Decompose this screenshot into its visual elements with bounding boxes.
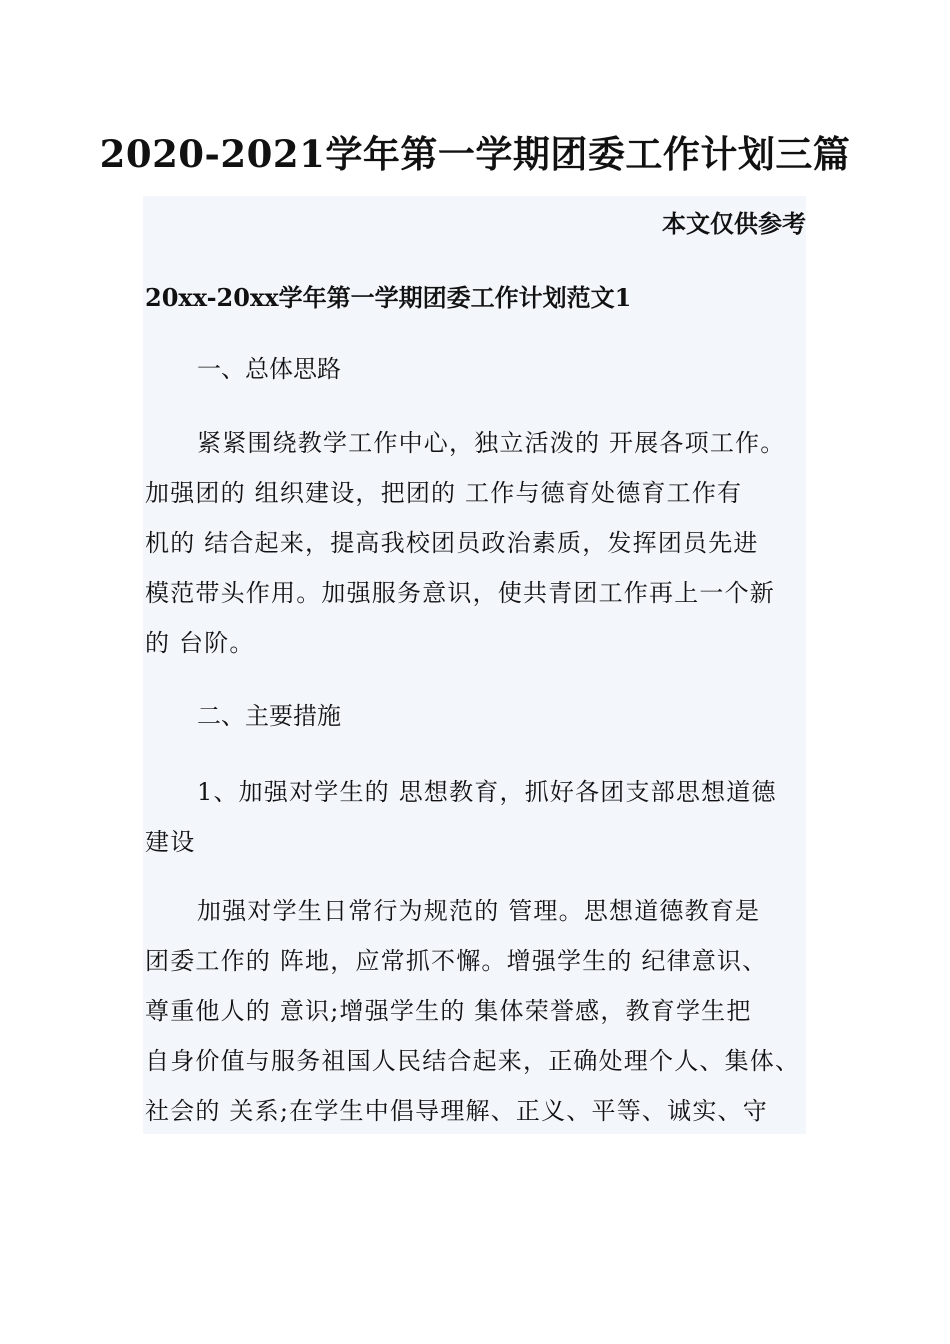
paragraph-line: 机的 结合起来，提高我校团员政治素质，发挥团员先进 — [145, 529, 759, 557]
paragraph-measure-1-body — [145, 886, 805, 1136]
paragraph-overall-approach — [145, 418, 805, 668]
paragraph-line: 加强对学生日常行为规范的 管理。思想道德教育是 — [197, 897, 761, 925]
paragraph-line: 模范带头作用。加强服务意识，使共青团工作再上一个新 — [145, 579, 775, 607]
paragraph-line: 自身价值与服务祖国人民结合起来，正确处理个人、集体、 — [145, 1047, 801, 1075]
document-title: 2020-2021学年第一学期团委工作计划三篇 — [99, 132, 851, 176]
paragraph-line: 加强团的 组织建设，把团的 工作与德育处德育工作有 — [145, 479, 743, 507]
section-heading-overall-approach: 一、总体思路 — [197, 355, 341, 383]
paragraph-line: 尊重他人的 意识;增强学生的 集体荣誉感，教育学生把 — [145, 997, 752, 1025]
reference-note: 本文仅供参考 — [662, 209, 806, 238]
article-subheading: 20xx-20xx学年第一学期团委工作计划范文1 — [145, 283, 632, 312]
section-heading-main-measures: 二、主要措施 — [197, 702, 341, 730]
paragraph-line: 紧紧围绕教学工作中心，独立活泼的 开展各项工作。 — [197, 429, 786, 457]
paragraph-line: 建设 — [145, 828, 196, 856]
paragraph-measure-1-title — [145, 767, 805, 867]
document-body — [143, 196, 806, 1134]
paragraph-line: 的 台阶。 — [145, 629, 255, 657]
paragraph-line: 社会的 关系;在学生中倡导理解、正义、平等、诚实、守 — [145, 1097, 768, 1125]
paragraph-line: 1、加强对学生的 思想教育，抓好各团支部思想道德 — [197, 778, 777, 806]
paragraph-line: 团委工作的 阵地，应常抓不懈。增强学生的 纪律意识、 — [145, 947, 768, 975]
